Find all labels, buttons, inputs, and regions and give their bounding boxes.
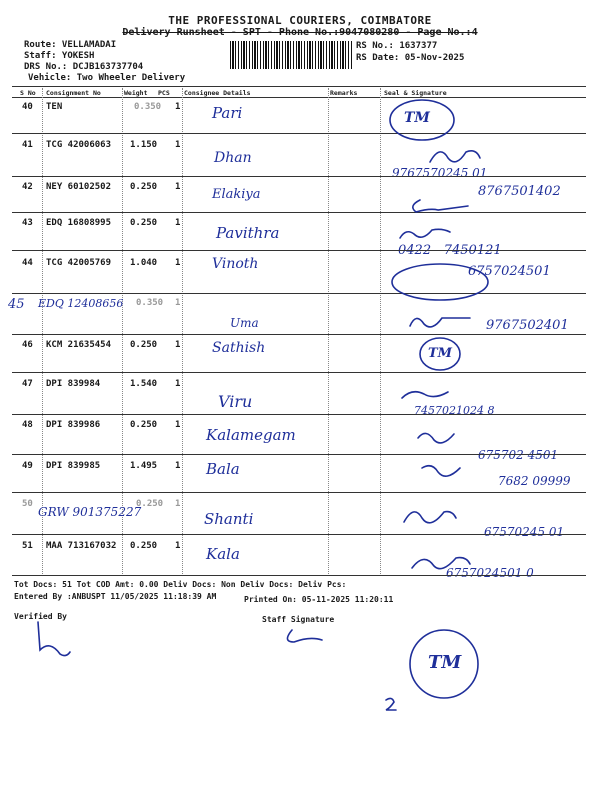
cell-consignment: GRW 901375227 <box>38 505 142 519</box>
phone-note: 6757024501 <box>468 264 551 279</box>
phone-note: 0422 - 7450121 <box>398 243 502 258</box>
cell-weight: 0.250 <box>130 541 158 551</box>
drs-number: DRS No.: DCJB163737704 <box>24 62 144 72</box>
cell-weight: 0.250 <box>130 182 158 192</box>
cell-pcs: 1 <box>175 258 181 268</box>
cell-consignment: DPI 839986 <box>46 420 101 430</box>
cell-consignment: TCG 42006063 <box>46 140 112 150</box>
consignee-name: Dhan <box>214 150 252 166</box>
rs-number: RS No.: 1637377 <box>356 41 438 51</box>
consignee-name: Elakiya <box>212 187 261 202</box>
col-header-signature: Seal & Signature <box>384 89 447 97</box>
staff-label: Staff: YOKESH <box>24 51 95 61</box>
route-label: Route: VELLAMADAI <box>24 40 117 50</box>
cell-weight: 1.495 <box>130 461 158 471</box>
col-header-consignment: Consignment No <box>46 89 101 97</box>
cell-sno: 49 <box>22 461 33 471</box>
signature-scribble <box>418 433 454 442</box>
cell-consignment: TEN <box>46 102 63 112</box>
consignee-name: Viru <box>218 392 253 411</box>
consignee-name: Bala <box>206 460 240 478</box>
signature-scribble <box>412 558 470 569</box>
verified-by-label: Verified By <box>14 612 67 621</box>
cell-weight: 0.250 <box>130 218 158 228</box>
signature-loop <box>392 264 488 300</box>
cell-weight: 0.250 <box>130 340 158 350</box>
signature-scribble <box>410 318 470 327</box>
cell-consignment: MAA 713167032 <box>46 541 117 551</box>
rs-date: RS Date: 05-Nov-2025 <box>356 53 465 63</box>
cell-pcs: 1 <box>175 541 181 551</box>
cell-consignment: EDQ 16808995 <box>46 218 112 228</box>
stamp-text: TM <box>428 346 453 361</box>
col-header-remarks: Remarks <box>330 89 358 97</box>
cell-pcs: 1 <box>175 102 181 112</box>
consignee-name: Shanti <box>204 510 254 528</box>
cell-sno: 40 <box>22 102 33 112</box>
cell-weight: 0.350 <box>136 298 164 308</box>
consignee-name: Sathish <box>212 340 266 356</box>
vehicle-label: Vehicle: Two Wheeler Delivery <box>28 73 186 83</box>
consignee-name: Pari <box>212 104 243 122</box>
cell-consignment: EDQ 12408656 <box>38 297 124 310</box>
cell-sno: 42 <box>22 182 33 192</box>
cell-sno: 44 <box>22 258 33 268</box>
cell-sno: 41 <box>22 140 33 150</box>
phone-note: 7457021024 8 <box>414 404 495 417</box>
cell-sno: 48 <box>22 420 33 430</box>
phone-note: 6757024501 0 <box>446 566 534 580</box>
col-header-pcs: PCS <box>158 89 170 97</box>
cell-weight: 1.040 <box>130 258 158 268</box>
consignee-name: Pavithra <box>216 224 280 242</box>
cell-weight: 0.250 <box>136 499 164 509</box>
staff-signature-scribble <box>287 630 322 642</box>
cell-consignment: DPI 839985 <box>46 461 101 471</box>
stamp-text: TM <box>428 652 462 673</box>
staff-signature-label: Staff Signature <box>262 615 335 624</box>
col-header-sno: S No <box>20 89 36 97</box>
signature-scribble <box>430 151 480 162</box>
cell-pcs: 1 <box>175 182 181 192</box>
cell-sno: 46 <box>22 340 33 350</box>
cell-pcs: 1 <box>175 298 181 308</box>
document-subtitle: Delivery Runsheet - SPT - Phone No.:9047080280 - Page No.:4 <box>122 27 478 38</box>
phone-note: 7682 09999 <box>498 474 571 488</box>
cell-pcs: 1 <box>175 218 181 228</box>
cell-consignment: NEY 60102502 <box>46 182 112 192</box>
cell-sno: 45 <box>8 297 25 312</box>
stamp-circle <box>390 100 454 140</box>
consignee-name: Uma <box>230 316 259 330</box>
cell-sno: 51 <box>22 541 33 551</box>
phone-note: 9767570245 01 <box>392 166 488 180</box>
signature-scribble <box>413 200 468 212</box>
cell-pcs: 1 <box>175 340 181 350</box>
signature-scribble <box>402 392 448 398</box>
document-title: THE PROFESSIONAL COURIERS, COIMBATORE <box>168 14 432 27</box>
cell-pcs: 1 <box>175 499 181 509</box>
cell-weight: 1.540 <box>130 379 158 389</box>
entered-by: Entered By :ANBUSPT 11/05/2025 11:18:39 AM <box>14 592 217 601</box>
printed-on: Printed On: 05-11-2025 11:20:11 <box>244 595 394 604</box>
phone-note: 67570245 01 <box>484 525 565 539</box>
consignee-name: Kalamegam <box>206 426 296 444</box>
cell-pcs: 1 <box>175 379 181 389</box>
cell-consignment: DPI 839984 <box>46 379 101 389</box>
cell-pcs: 1 <box>175 420 181 430</box>
cell-pcs: 1 <box>175 140 181 150</box>
totals-line: Tot Docs: 51 Tot COD Amt: 0.00 Deliv Docs: Non Deliv Docs: Deliv Pcs: <box>14 580 347 589</box>
stamp-text: TM <box>404 110 430 126</box>
cell-sno: 47 <box>22 379 33 389</box>
cell-weight: 1.150 <box>130 140 158 150</box>
verifier-signature <box>38 622 70 656</box>
phone-note: 8767501402 <box>478 184 561 199</box>
cell-consignment: KCM 21635454 <box>46 340 112 350</box>
signature-scribble <box>422 466 460 476</box>
consignee-name: Kala <box>206 545 240 563</box>
stamp-circle <box>420 338 460 370</box>
cell-weight: 0.250 <box>130 420 158 430</box>
col-header-weight: Weight <box>124 89 148 97</box>
cell-sno: 50 <box>22 499 33 509</box>
col-header-consignee: Consignee Details <box>184 89 251 97</box>
cell-weight: 0.350 <box>134 102 162 112</box>
consignee-name: Vinoth <box>212 256 259 272</box>
phone-note: 9767502401 <box>486 318 569 333</box>
cell-pcs: 1 <box>175 461 181 471</box>
cell-sno: 43 <box>22 218 33 228</box>
signature-scribble <box>386 698 396 710</box>
cell-consignment: TCG 42005769 <box>46 258 112 268</box>
signature-scribble <box>400 229 450 238</box>
phone-note: 675702 4501 <box>478 448 559 462</box>
signature-scribble <box>404 512 456 523</box>
